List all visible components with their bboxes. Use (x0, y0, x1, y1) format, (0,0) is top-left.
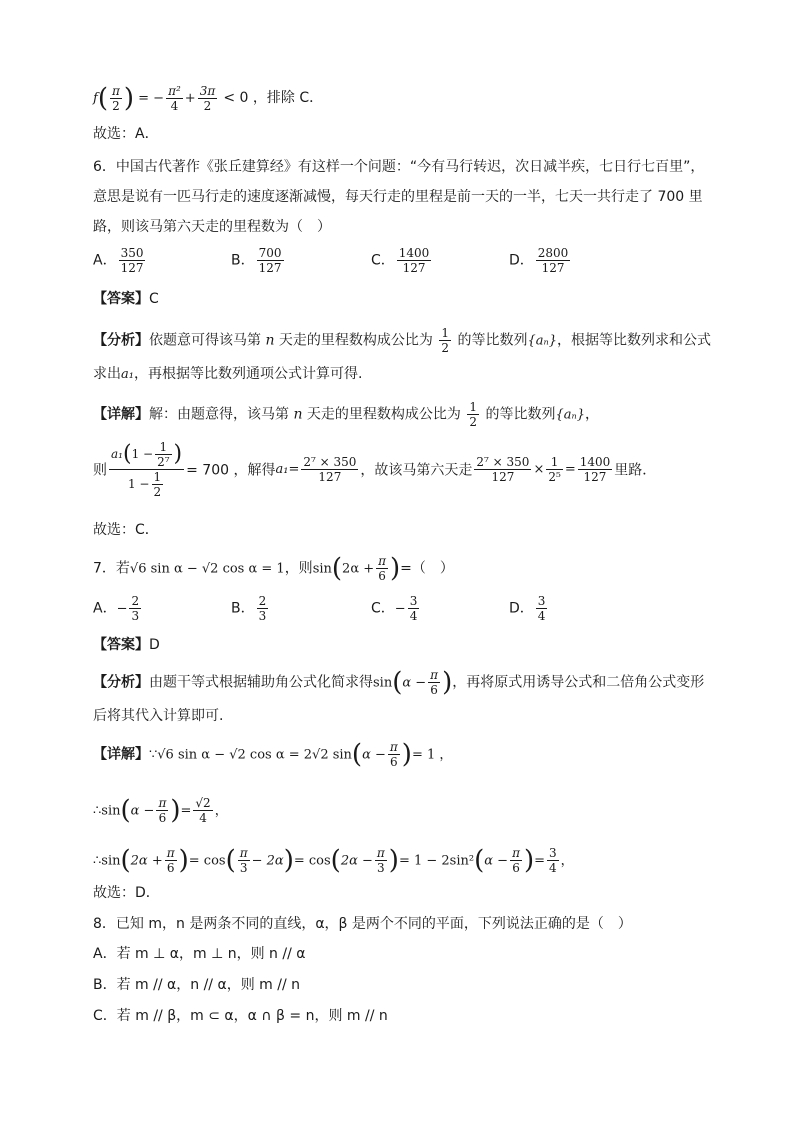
text: 天走的里程数构成公比为 (274, 332, 438, 349)
option-fraction (536, 594, 548, 623)
bottom-fraction (152, 470, 164, 499)
equation: ∴sin (93, 803, 121, 819)
six: 6 (430, 683, 438, 697)
option-num: 350 (120, 246, 144, 260)
option-num: 700 (258, 246, 282, 260)
option-letter: B． (231, 252, 255, 269)
answer-value: C (149, 291, 159, 307)
q7-option-d (509, 594, 549, 623)
q7-answer (93, 635, 160, 655)
equals-sign: = (534, 853, 546, 869)
ratio-den: 2 (469, 415, 478, 429)
ratio-num: 1 (441, 326, 450, 340)
option-letter: C． (371, 600, 395, 617)
text: ，故该马第六天走 (360, 462, 473, 479)
text: 1 − (127, 477, 150, 491)
option-letter: D． (509, 600, 534, 617)
inner-expr: α − (402, 675, 427, 691)
inner-expr: − 2α (251, 853, 284, 869)
rhs1-sign: = − (138, 91, 165, 106)
day6-fraction (474, 455, 531, 484)
pi-six-fraction (376, 554, 388, 583)
option-den: 3 (131, 609, 140, 623)
answer-tag: 【答案】 (93, 637, 149, 653)
a1-symbol: a₁ (121, 367, 134, 382)
value-fraction (547, 846, 559, 875)
text: 则 (93, 462, 107, 479)
q7-choice: 故选：D． (93, 885, 160, 901)
rhs1-fraction (166, 84, 183, 113)
res-den: 127 (583, 470, 607, 484)
option-num: 3 (409, 594, 418, 608)
text: 求出 (93, 366, 121, 382)
q7-detail-line3: ∴sin(2α + $\frac{\pi}{6}$ )= cos( $\frac{\pi}{3}$ − 2α)= cos(2α − $\frac{\pi}{3}$ )= 1 − 2sin²(α − $\frac{\pi}{6}$ )= $\frac{3}{4}$ ， (93, 845, 574, 876)
seq-symbol: {aₙ} (555, 407, 586, 423)
option-fraction (408, 594, 420, 623)
inner-expr: 2α − (340, 853, 373, 869)
value-den: 4 (549, 861, 557, 875)
stem-equation: √6 sin α − √2 cos α = 1 (129, 561, 285, 577)
q8-option-c: C．若 m // β，m ⊂ α，α ∩ β = n，则 m // n (93, 1008, 388, 1024)
pi: π (378, 554, 387, 568)
solution-fraction (301, 455, 358, 484)
pi: π (430, 668, 439, 682)
text: 由题干等式根据辅助角公式化简求得 (149, 674, 373, 691)
function-name: f (93, 91, 98, 106)
q7-option-a (93, 594, 143, 623)
answer-value: D (149, 637, 160, 653)
inner-fraction (155, 440, 171, 469)
rhs2-num: 3π (199, 84, 216, 98)
text: ，再将原式用诱导公式和二倍角公式变形 (452, 674, 705, 691)
bottom-den: 2 (153, 485, 162, 499)
a1-symbol: a₁ (275, 462, 289, 477)
text: 7．若 (93, 560, 130, 577)
six: 6 (512, 861, 520, 875)
pi-six-fraction (388, 740, 400, 769)
text: ， (585, 406, 600, 423)
option-den: 4 (537, 609, 546, 623)
text: = 700 ，解得 (186, 462, 276, 479)
pi: π (512, 846, 520, 860)
q7-option-c (371, 594, 421, 623)
arg-num: π (111, 84, 120, 98)
q6-choice: 故选：C． (93, 522, 159, 538)
option-num: 2 (131, 594, 140, 608)
bottom-num: 1 (153, 470, 162, 484)
q8-option-a: A．若 m ⊥ α，m ⊥ n，则 n // α (93, 946, 306, 962)
rhs2-sign: + (184, 91, 196, 106)
sol-den: 127 (318, 470, 342, 484)
option-fraction (257, 594, 269, 623)
option-fraction (257, 246, 284, 275)
pi-six-fraction (428, 668, 440, 697)
prev-tail: < 0 ，排除 C． (223, 90, 324, 106)
equation: ∴sin (93, 853, 121, 869)
q8-option-b: B．若 m // α，n // α，则 m // n (93, 977, 300, 993)
q6-analysis-line1 (93, 326, 711, 355)
option-letter: D． (509, 252, 534, 269)
half5-den: 2⁵ (548, 470, 561, 484)
q6-option-b (231, 246, 286, 275)
arg-den: 2 (112, 99, 120, 113)
option-num: 2 (258, 594, 267, 608)
pi: π (239, 846, 248, 860)
sum-numerator: a₁(1 − $\frac{1}{\text{2⁷}}$ ) (111, 440, 183, 469)
text: 解：由题意得，该马第 (149, 406, 294, 423)
rhs2-fraction (198, 84, 218, 113)
q6-stem-line3: 路，则该马第六天走的里程数为（ ） (93, 219, 331, 235)
half5-fraction (546, 455, 562, 484)
result-fraction (578, 455, 613, 484)
text: 的等比数列 (453, 332, 528, 349)
rhs1-den: 4 (170, 99, 179, 113)
inner-expr: α − (484, 853, 509, 869)
six: 6 (390, 755, 398, 769)
equation: = 1 − 2sin² (398, 853, 475, 869)
option-den: 3 (258, 609, 267, 623)
var-n: n (293, 406, 303, 423)
option-num: 3 (537, 594, 546, 608)
six: 6 (166, 861, 175, 875)
a1-symbol: a₁ (111, 447, 123, 461)
prev-conclusion-line: f( $\frac{\pi}{2}$ ) = − $\frac{\text{π²}}{4}$ + $\frac{3\pi}{2}$ < 0 ，排除 C． (93, 83, 324, 114)
six: 6 (378, 569, 386, 583)
q7-detail-line1: 【详解】∵√6 sin α − √2 cos α = 2√2 sin(α − $\frac{\pi}{6}$ )= 1 ， (93, 739, 453, 770)
sin-fn: sin (312, 561, 332, 577)
pi-six-fraction (156, 796, 168, 825)
sum-denominator (109, 470, 184, 499)
six: 6 (158, 811, 167, 825)
inner-den: 2⁷ (157, 455, 170, 469)
text: ，再根据等比数列通项公式计算可得. (133, 366, 363, 382)
inner-expr: α − (130, 803, 155, 819)
q6-stem-line2: 意思是说有一匹马行走的速度逐渐减慢，每天行走的里程是前一天的一半，七天一共行走了 700 里 (93, 189, 703, 205)
detail-tag: 【详解】 (93, 746, 149, 763)
q6-option-a (93, 246, 147, 275)
q7-stem: 7．若√6 sin α − √2 cos α = 1，则sin(2α + $\frac{\pi}{6}$ )=（ ） (93, 553, 454, 584)
option-den: 127 (541, 261, 565, 275)
d6-den: 127 (491, 470, 515, 484)
three: 3 (377, 861, 385, 875)
q7-detail-line2: ∴sin(α − $\frac{\pi}{6}$ )= $\frac{√2}{4}$ ， (93, 795, 228, 826)
value-fraction (193, 796, 212, 825)
text: =（ ） (400, 560, 454, 577)
option-letter: A． (93, 600, 117, 617)
q6-stem-line1: 6．中国古代著作《张丘建算经》有这样一个问题：“今有马行转迟，次日减半疾，七日行七百里”， (93, 159, 705, 175)
pi: π (389, 740, 398, 754)
option-fraction (536, 246, 571, 275)
sum-fraction (109, 440, 184, 499)
var-n: n (265, 332, 275, 349)
option-fraction (129, 594, 141, 623)
option-num: 1400 (398, 246, 430, 260)
q6-answer (93, 289, 159, 309)
res-num: 1400 (579, 455, 611, 469)
pi: π (158, 796, 167, 810)
analysis-tag: 【分析】 (93, 674, 149, 691)
q8-stem: 8．已知 m，n 是两条不同的直线，α，β 是两个不同的平面，下列说法正确的是（ ） (93, 916, 632, 932)
option-fraction (119, 246, 146, 275)
text: 里路． (614, 462, 657, 479)
option-den: 127 (120, 261, 144, 275)
equation: ∵√6 sin α − √2 cos α = 2√2 sin (149, 747, 352, 763)
option-letter: B． (231, 600, 255, 617)
pi-three-fraction (375, 846, 387, 875)
times-sign: × (533, 462, 545, 477)
text: 天走的里程数构成公比为 (302, 406, 466, 423)
ratio-den: 2 (441, 341, 450, 355)
text: ，则 (284, 560, 313, 577)
option-fraction (397, 246, 432, 275)
pi: π (376, 846, 385, 860)
equation-tail: ， (560, 853, 574, 869)
equation-tail: = 1 ， (411, 747, 453, 763)
answer-tag: 【答案】 (93, 291, 149, 307)
inner-num: 1 (155, 440, 171, 455)
pi-six-fraction (165, 846, 177, 875)
rhs1-num: π² (168, 84, 181, 98)
q7-analysis-line1: 【分析】由题干等式根据辅助角公式化简求得sin(α − $\frac{\pi}{6}$ )，再将原式用诱导公式和二倍角公式变形 (93, 667, 705, 698)
option-num: 2800 (537, 246, 569, 260)
pi-three-fraction (238, 846, 250, 875)
q6-detail-equation: 则 a₁(1 − $\frac{1}{\text{2⁷}}$ ) 1 − $\frac{1}{2}$ = 700 ，解得a₁= $\frac{\text{2⁷ × 350}}{127}$ ，故该马第六天走 $\frac{\text{2⁷ × 350}}{127}$ × $\frac{1}{\text{2⁵}}$ = $\frac{1400}{127}$ 里路． (93, 440, 657, 499)
ratio-fraction (467, 400, 479, 429)
q6-detail-line1 (93, 400, 599, 429)
equation: = cos (293, 853, 331, 869)
q6-option-d (509, 246, 572, 275)
prev-choice: 故选：A． (93, 126, 159, 142)
option-sign: − (116, 601, 128, 617)
equation: = cos (188, 853, 226, 869)
pi-six-fraction (510, 846, 522, 875)
analysis-tag: 【分析】 (93, 332, 149, 349)
text: ，根据等比数列求和公式 (557, 332, 712, 349)
rhs2-den: 2 (203, 99, 212, 113)
inner-expr: α − (362, 747, 386, 763)
equation-tail: ， (214, 803, 228, 819)
option-letter: A． (93, 252, 117, 269)
value-num: √2 (195, 796, 211, 810)
inner-expr: 2α + (130, 853, 163, 869)
half5-num: 1 (546, 455, 562, 470)
inner-expr: 2α + (342, 561, 375, 577)
seq-symbol: {aₙ} (527, 333, 558, 349)
arg-fraction (110, 84, 122, 113)
equals-sign: = (564, 462, 576, 477)
pi: π (166, 846, 175, 860)
option-letter: C． (371, 252, 395, 269)
value-num: 3 (549, 846, 557, 860)
option-den: 4 (409, 609, 418, 623)
text: 的等比数列 (481, 406, 556, 423)
d6-num: 2⁷ × 350 (476, 455, 530, 469)
text: 1 − (131, 447, 154, 461)
ratio-fraction (439, 326, 451, 355)
three: 3 (239, 861, 248, 875)
option-den: 127 (258, 261, 282, 275)
option-sign: − (394, 601, 406, 617)
option-den: 127 (402, 261, 426, 275)
detail-tag: 【详解】 (93, 406, 149, 423)
q6-analysis-line2 (93, 364, 362, 385)
text: 依题意可得该马第 (149, 332, 266, 349)
value-den: 4 (199, 811, 207, 825)
q6-option-c (371, 246, 433, 275)
q7-analysis-line2: 后将其代入计算即可. (93, 708, 224, 724)
sol-num: 2⁷ × 350 (303, 455, 357, 469)
q7-option-b (231, 594, 270, 623)
ratio-num: 1 (469, 400, 478, 414)
